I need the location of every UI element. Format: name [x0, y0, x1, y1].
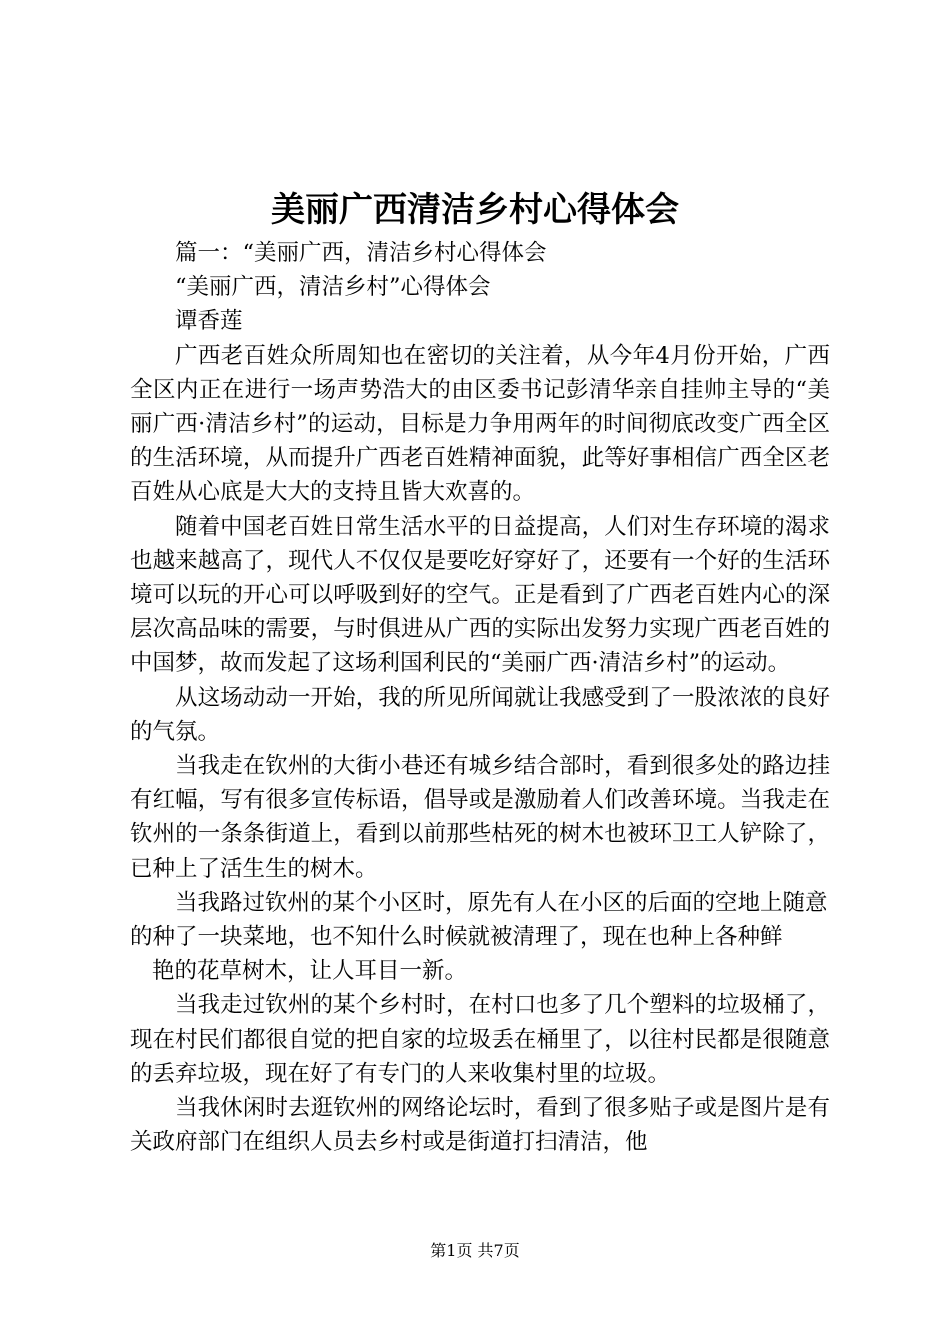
paragraph: 篇一：“美丽广西，清洁乡村心得体会: [175, 240, 547, 266]
paragraph: 艳的花草树木，让人耳目一新。: [152, 958, 468, 985]
paragraph: 当我走在钦州的大街小巷还有城乡结合部时，看到很多处的路边挂有红幅，写有很多宣传标语，倡导或是激励着人们改善环境。当我走在钦州的一条条街道上，看到以前那些枯死的树木也被环卫工人铲除了，已种上了活生生的树木。: [130, 753, 830, 882]
paragraph: 当我休闲时去逛钦州的网络论坛时，看到了很多贴子或是图片是有关政府部门在组织人员去乡村或是街道打扫清洁，他: [130, 1095, 830, 1156]
paragraph: 当我走过钦州的某个乡村时，在村口也多了几个塑料的垃圾桶了，现在村民们都很自觉的把自家的垃圾丢在桶里了，以往村民都是很随意的丢弃垃圾，现在好了有专门的人来收集村里的垃圾。: [130, 992, 830, 1087]
paragraph: 随着中国老百姓日常生活水平的日益提高，人们对生存环境的渴求也越来越高了，现代人不仅仅是要吃好穿好了，还要有一个好的生活环境可以玩的开心可以呼吸到好的空气。正是看到了广西老百姓内心的深层次高品味的需要，与时俱进从广西的实际出发努力实现广西老百姓的中国梦，故而发起了这场利国利民的“美丽广西·清洁乡村”的运动。: [130, 513, 830, 677]
paragraph: 当我路过钦州的某个小区时，原先有人在小区的后面的空地上随意的种了一块菜地，也不知什么时候就被清理了，现在也种上各种鲜: [130, 889, 828, 951]
paragraph: 广西老百姓众所周知也在密切的关注着，从今年4月份开始，广西全区内正在进行一场声势浩大的由区委书记彭清华亲自挂帅主导的“美丽广西·清洁乡村”的运动，目标是力争用两年的时间彻底改变广西全区的生活环境，从而提升广西老百姓精神面貌，此等好事相信广西全区老百姓从心底是大大的支持且皆大欢喜的。: [130, 342, 830, 506]
page-number-footer: 第1页 共7页: [430, 1241, 520, 1260]
author-name: 谭香莲: [175, 308, 243, 335]
document-body: [130, 236, 830, 1159]
document-title: 美丽广西清洁乡村心得体会: [271, 190, 679, 230]
paragraph: “美丽广西，清洁乡村”心得体会: [175, 274, 491, 301]
paragraph: 从这场动动一开始，我的所见所闻就让我感受到了一股浓浓的良好的气氛。: [130, 684, 830, 745]
